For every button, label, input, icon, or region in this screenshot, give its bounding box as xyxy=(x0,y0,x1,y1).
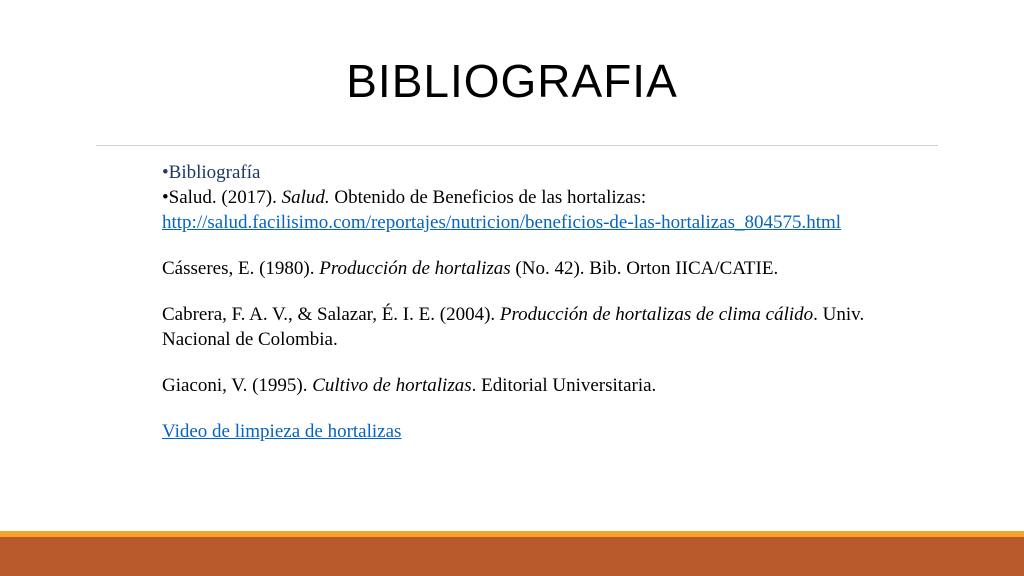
spacer xyxy=(162,281,882,302)
video-link-line xyxy=(162,419,882,444)
reference-giaconi-prefix: Giaconi, V. (1995). xyxy=(162,375,313,396)
reference-casseres-suffix: (No. 42). Bib. Orton IICA/CATIE. xyxy=(510,258,779,279)
reference-salud-title: Salud. xyxy=(281,187,330,208)
reference-salud-prefix: •Salud. (2017). xyxy=(162,187,282,208)
reference-salud-suffix: Obtenido de Beneficios de las hortalizas: xyxy=(329,187,647,208)
spacer xyxy=(162,235,882,256)
video-link[interactable]: Video de limpieza de hortalizas xyxy=(162,421,402,442)
reference-salud-url-line xyxy=(162,210,882,235)
bibliography-heading: •Bibliografía xyxy=(162,162,261,183)
reference-giaconi-title: Cultivo de hortalizas xyxy=(312,375,472,396)
reference-cabrera-prefix: Cabrera, F. A. V., & Salazar, É. I. E. (2004). xyxy=(162,304,500,325)
reference-casseres-title: Producción de hortalizas xyxy=(319,258,511,279)
bibliography-content xyxy=(162,160,882,444)
reference-casseres-prefix: Cásseres, E. (1980). xyxy=(162,258,320,279)
reference-cabrera xyxy=(162,302,882,352)
reference-salud xyxy=(162,185,882,210)
spacer xyxy=(162,398,882,419)
reference-giaconi xyxy=(162,373,882,398)
slide-title: BIBLIOGRAFIA xyxy=(346,55,678,107)
reference-giaconi-suffix: . Editorial Universitaria. xyxy=(471,375,657,396)
reference-casseres xyxy=(162,256,882,281)
footer-bar xyxy=(0,537,1024,576)
reference-cabrera-title: Producción de hortalizas de clima cálido xyxy=(499,304,814,325)
spacer xyxy=(162,352,882,373)
title-divider xyxy=(96,145,938,146)
reference-salud-url-link[interactable]: http://salud.facilisimo.com/reportajes/nutricion/beneficios-de-las-hortalizas_804575.html xyxy=(162,212,842,233)
reference-cabrera-suffix: . Univ. Nacional de Colombia. xyxy=(162,304,865,350)
